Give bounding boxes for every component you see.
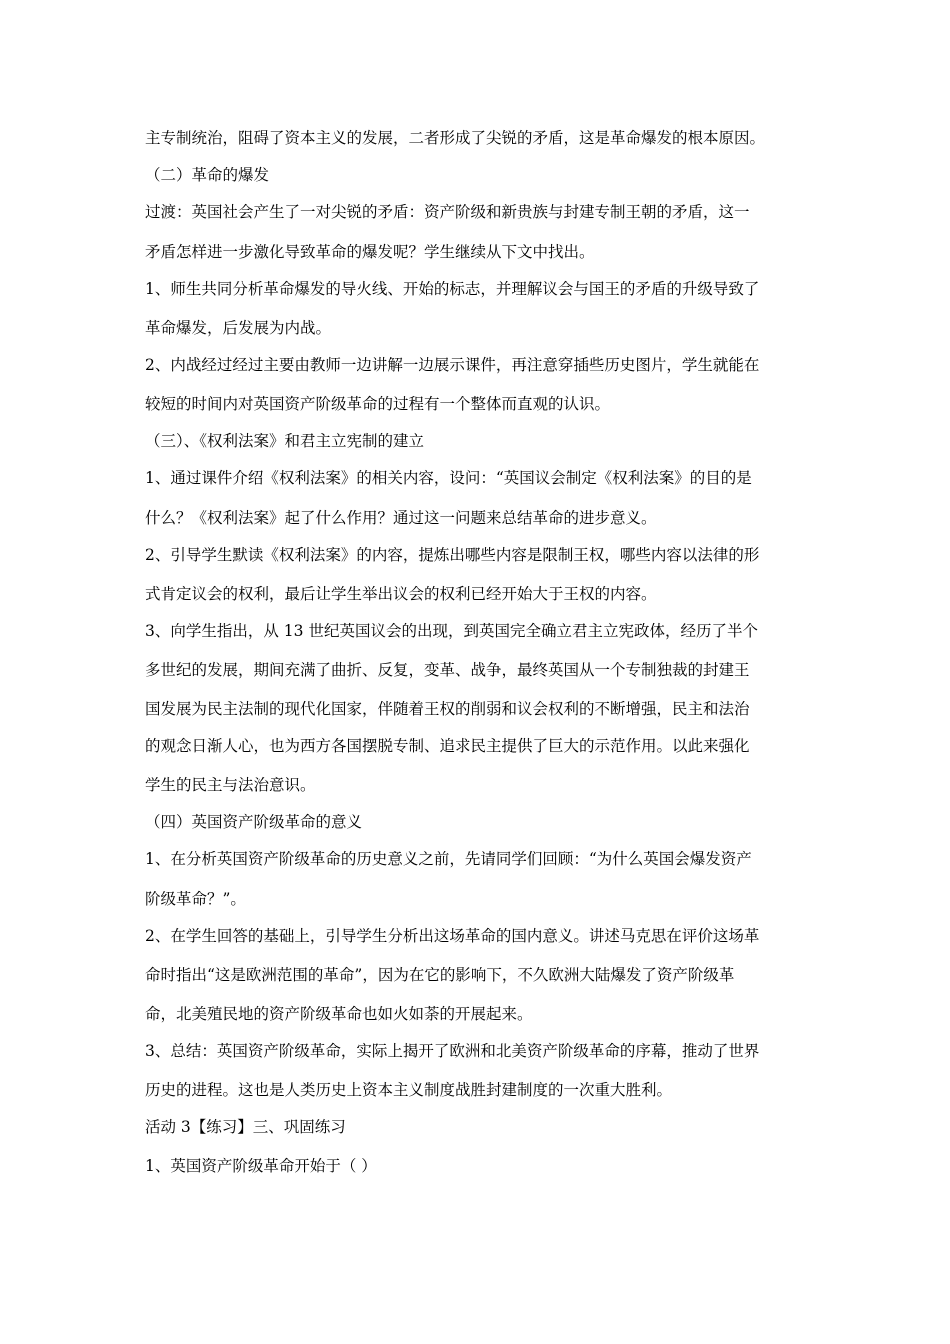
section-heading: （四）英国资产阶级革命的意义: [145, 813, 363, 831]
paragraph-line: 学生的民主与法治意识。: [145, 776, 316, 794]
paragraph-line: 阶级革命？”。: [145, 890, 246, 908]
paragraph-line: 3、总结：英国资产阶级革命，实际上揭开了欧洲和北美资产阶级革命的序幕，推动了世界: [145, 1042, 760, 1060]
section-heading: （三）、《权利法案》和君主立宪制的建立: [145, 432, 425, 450]
paragraph-line: 较短的时间内对英国资产阶级革命的过程有一个整体而直观的认识。: [145, 395, 611, 413]
paragraph-line: 历史的进程。这也是人类历史上资本主义制度战胜封建制度的一次重大胜利。: [145, 1081, 673, 1099]
paragraph-line: 命，北美殖民地的资产阶级革命也如火如荼的开展起来。: [145, 1005, 533, 1023]
paragraph-line: 矛盾怎样进一步激化导致革命的爆发呢？学生继续从下文中找出。: [145, 243, 595, 261]
section-heading: （二）革命的爆发: [145, 166, 270, 184]
paragraph-line: 命时指出“这是欧洲范围的革命”，因为在它的影响下，不久欧洲大陆爆发了资产阶级革: [145, 966, 735, 984]
paragraph-line: 1、师生共同分析革命爆发的导火线、开始的标志，并理解议会与国王的矛盾的升级导致了: [145, 280, 760, 298]
paragraph-line: 1、在分析英国资产阶级革命的历史意义之前，先请同学们回顾：“为什么英国会爆发资产: [145, 850, 752, 868]
paragraph-line: 3、向学生指出，从 13 世纪英国议会的出现，到英国完全确立君主立宪政体，经历了半个: [145, 622, 758, 640]
paragraph-line: 2、引导学生默读《权利法案》的内容，提炼出哪些内容是限制王权，哪些内容以法律的形: [145, 546, 760, 564]
activity-heading: 活动 3【练习】三、巩固练习: [145, 1118, 346, 1136]
paragraph-line: 1、通过课件介绍《权利法案》的相关内容，设问：“英国议会制定《权利法案》的目的是: [145, 469, 752, 487]
paragraph-line: 什么？《权利法案》起了什么作用？通过这一问题来总结革命的进步意义。: [145, 509, 657, 527]
paragraph-line: 国发展为民主法制的现代化国家，伴随着王权的削弱和议会权利的不断增强，民主和法治: [145, 700, 750, 718]
paragraph-line: 主专制统治，阻碍了资本主义的发展，二者形成了尖锐的矛盾，这是革命爆发的根本原因。: [145, 129, 766, 147]
paragraph-line: 多世纪的发展，期间充满了曲折、反复，变革、战争，最终英国从一个专制独裁的封建王: [145, 661, 750, 679]
exercise-question: 1、英国资产阶级革命开始于（ ）: [145, 1157, 377, 1175]
paragraph-line: 的观念日渐人心，也为西方各国摆脱专制、追求民主提供了巨大的示范作用。以此来强化: [145, 737, 750, 755]
paragraph-line: 革命爆发，后发展为内战。: [145, 319, 332, 337]
paragraph-line: 式肯定议会的权利，最后让学生举出议会的权利已经开始大于王权的内容。: [145, 585, 657, 603]
paragraph-line: 2、内战经过经过主要由教师一边讲解一边展示课件，再注意穿插些历史图片，学生就能在: [145, 356, 760, 374]
paragraph-line: 过渡：英国社会产生了一对尖锐的矛盾：资产阶级和新贵族与封建专制王朝的矛盾，这一: [145, 203, 750, 221]
paragraph-line: 2、在学生回答的基础上，引导学生分析出这场革命的国内意义。讲述马克思在评价这场革: [145, 927, 760, 945]
